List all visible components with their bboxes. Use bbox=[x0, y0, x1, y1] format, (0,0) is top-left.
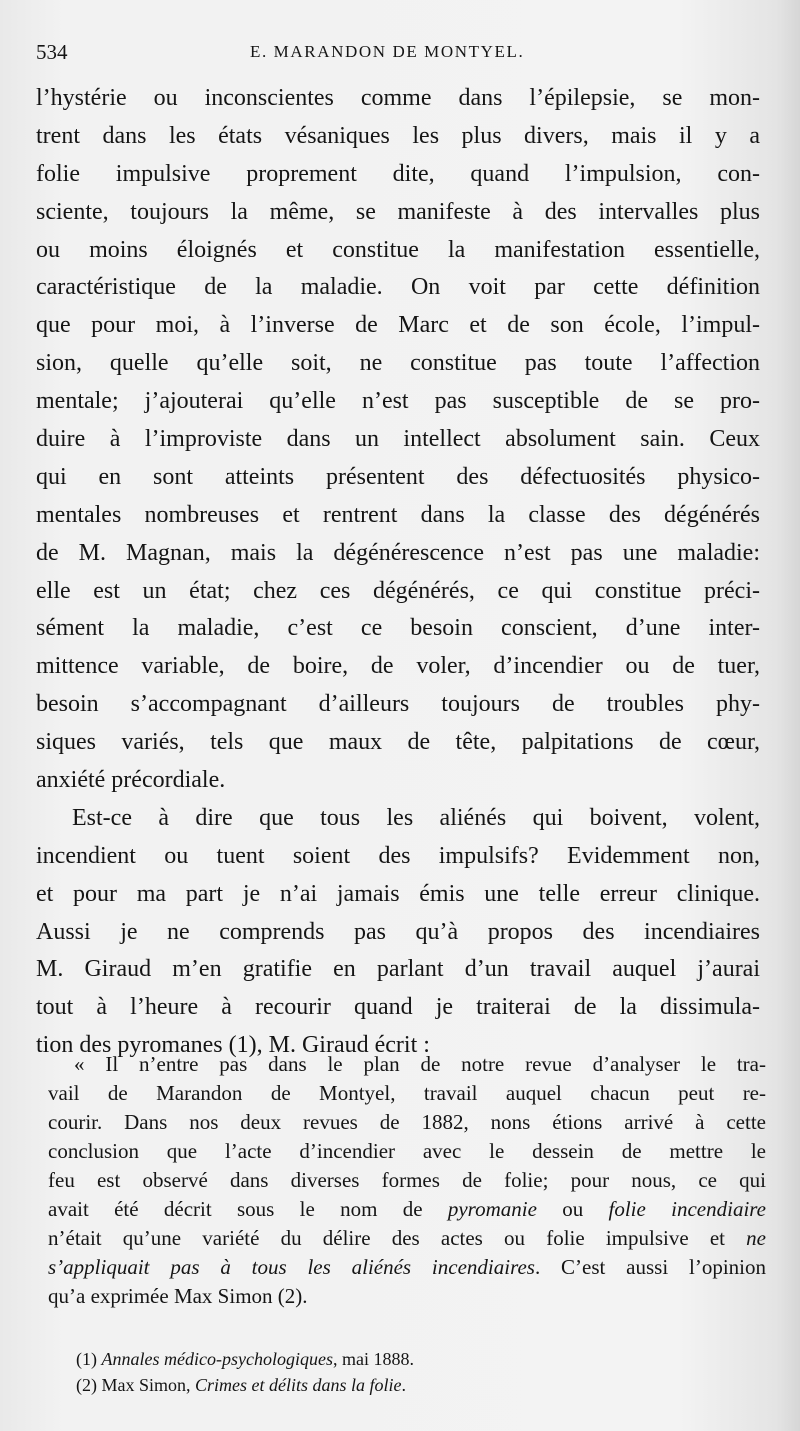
emphasis-incendiaires: s’appliquait pas à tous les aliénés incendiaires bbox=[48, 1255, 535, 1279]
body-line: mittence variable, de boire, de voler, d’incendier ou de tuer, bbox=[36, 653, 760, 680]
block-quote bbox=[48, 1050, 766, 1311]
footnote-title: Annales médico-psychologiques bbox=[101, 1349, 333, 1369]
quote-line: « Il n’entre pas dans le plan de notre revue d’analyser le tra- bbox=[74, 1052, 766, 1076]
quote-text: avait été décrit sous le nom de bbox=[48, 1197, 448, 1221]
body-line: que pour moi, à l’inverse de Marc et de son école, l’impul- bbox=[36, 312, 760, 339]
body-line: sément la maladie, c’est ce besoin conscient, d’une inter- bbox=[36, 615, 760, 642]
footnotes bbox=[76, 1346, 636, 1398]
body-line: et pour ma part je n’ai jamais émis une telle erreur clinique. bbox=[36, 880, 760, 907]
body-line: caractéristique de la maladie. On voit par cette définition bbox=[36, 274, 760, 301]
body-line: trent dans les états vésaniques les plus divers, mais il y a bbox=[36, 122, 760, 149]
body-line: qui en sont atteints présentent des défectuosités physico- bbox=[36, 463, 760, 490]
body-line: anxiété précordiale. bbox=[36, 767, 226, 794]
body-line: mentales nombreuses et rentrent dans la classe des dégénérés bbox=[36, 501, 760, 528]
quote-line: vail de Marandon de Montyel, travail auquel chacun peut re- bbox=[48, 1081, 766, 1105]
footnote-mark: (1) bbox=[76, 1349, 102, 1369]
running-head: E. MARANDON DE MONTYEL. bbox=[250, 42, 525, 61]
body-line: mentale; j’ajouterai qu’elle n’est pas susceptible de se pro- bbox=[36, 388, 760, 415]
body-line: l’hystérie ou inconscientes comme dans l’épilepsie, se mon- bbox=[36, 85, 760, 111]
quote-line bbox=[48, 1253, 766, 1282]
quote-text: ou bbox=[536, 1197, 609, 1221]
body-line: duire à l’improviste dans un intellect absolument sain. Ceux bbox=[36, 426, 760, 453]
quote-line: qu’a exprimée Max Simon (2). bbox=[48, 1284, 308, 1308]
emphasis-pyromanie: pyromanie bbox=[447, 1197, 537, 1221]
body-line: de M. Magnan, mais la dégénérescence n’est pas une maladie: bbox=[36, 539, 760, 566]
body-line: sciente, toujours la même, se manifeste à des intervalles plus bbox=[36, 198, 760, 225]
footnote-author: Max Simon, bbox=[101, 1375, 196, 1395]
body-line: tion des pyromanes (1), M. Giraud écrit : bbox=[36, 1032, 430, 1059]
quote-text: n’était qu’une variété du délire des actes ou folie impulsive et bbox=[48, 1226, 747, 1250]
quote-line: courir. Dans nos deux revues de 1882, nons étions arrivé à cette bbox=[48, 1110, 766, 1134]
quote-line: conclusion que l’acte d’incendier avec le dessein de mettre le bbox=[48, 1139, 766, 1163]
body-line: elle est un état; chez ces dégénérés, ce qui constitue préci- bbox=[36, 577, 760, 604]
body-line: siques variés, tels que maux de tête, palpitations de cœur, bbox=[36, 729, 760, 756]
quote-line: feu est observé dans diverses formes de folie; pour nous, ce qui bbox=[48, 1168, 766, 1192]
page-header bbox=[36, 40, 756, 70]
footnote-2 bbox=[76, 1372, 636, 1398]
body-line: Aussi je ne comprends pas qu’à propos des incendiaires bbox=[36, 918, 760, 945]
body-text bbox=[36, 80, 760, 1065]
body-line: sion, quelle qu’elle soit, ne constitue pas toute l’affection bbox=[36, 350, 760, 377]
footnote-1 bbox=[76, 1346, 636, 1372]
body-line: Est-ce à dire que tous les aliénés qui boivent, volent, bbox=[72, 804, 760, 831]
body-line: ou moins éloignés et constitue la manifestation essentielle, bbox=[36, 236, 760, 263]
body-line: besoin s’accompagnant d’ailleurs toujours de troubles phy- bbox=[36, 691, 760, 718]
body-line: tout à l’heure à recourir quand je traiterai de la dissimula- bbox=[36, 994, 760, 1021]
emphasis-ne: ne bbox=[746, 1226, 766, 1250]
body-line: folie impulsive proprement dite, quand l’impulsion, con- bbox=[36, 160, 760, 187]
footnote-rest: , mai 1888. bbox=[332, 1349, 414, 1369]
footnote-mark: (2) bbox=[76, 1375, 102, 1395]
quote-line bbox=[48, 1195, 766, 1224]
emphasis-folie-incendiaire: folie incendiaire bbox=[608, 1197, 767, 1221]
page-number: 534 bbox=[36, 40, 68, 64]
footnote-title: Crimes et délits dans la folie bbox=[195, 1375, 402, 1395]
footnote-rest: . bbox=[401, 1375, 407, 1395]
body-line: M. Giraud m’en gratifie en parlant d’un travail auquel j’aurai bbox=[36, 956, 760, 983]
body-line: incendient ou tuent soient des impulsifs? Evidemment non, bbox=[36, 842, 760, 869]
quote-line bbox=[48, 1224, 766, 1253]
quote-text: . C’est aussi l’opinion bbox=[534, 1255, 766, 1279]
